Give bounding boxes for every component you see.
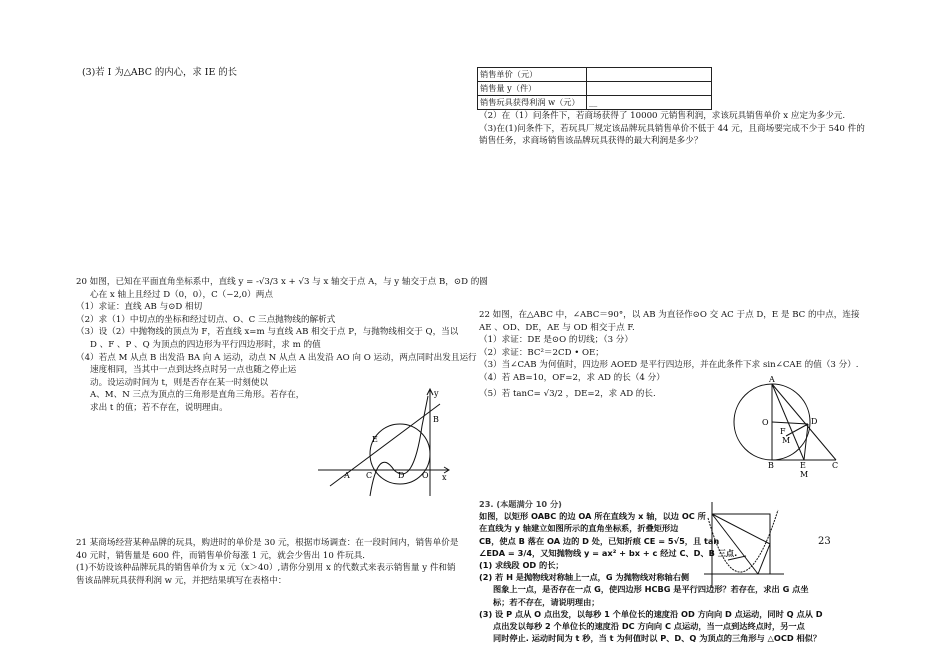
q23-line: (3) 设 P 点从 O 点出发，以每秒 1 个单位长的速度沿 OD 方向向 D 点运动，同时 Q 点从 D [479, 608, 823, 619]
fig20-D: D [398, 471, 405, 480]
fig20-E: E [372, 435, 378, 444]
fig20-y: y [434, 389, 439, 398]
page-number: 23 [818, 536, 831, 547]
fig22-M: M [782, 436, 791, 445]
table-cell-value [587, 68, 712, 82]
fig20-O: O [422, 471, 429, 480]
q22-line: （5）若 tanC= √3/2 ，DE=2，求 AD 的长. [479, 388, 656, 399]
q20-figure [318, 386, 450, 498]
q23-line: 如图，以矩形 OABC 的边 OA 所在直线为 x 轴，以边 OC 所 [479, 511, 706, 522]
q19-part3-text: (3)若 I 为△ABC 的内心，求 IE 的长 [82, 67, 238, 78]
fig22-E: E [800, 461, 806, 470]
q20-line: 20 如图，已知在平面直角坐标系中，直线 y = -√3/3 x + √3 与 x 轴交于点 A，与 y 轴交于点 B，⊙D 的圆 [76, 277, 488, 287]
q23-line: ∠EDA = 3/4，又知抛物线 y = ax² + bx + c 经过 C、D、B 三点. [479, 547, 738, 558]
question-21 [76, 537, 458, 587]
q22-line: （3）当∠CAB 为何值时，四边形 AOED 是平行四边形，并在此条件下求 sin∠CAE 的值（3 分）. [479, 360, 859, 371]
q22-figure [728, 374, 844, 478]
q21-line: 21 某商场经营某种品牌的玩具，购进时的单价是 30 元，根据市场调查：在一段时间内，销售单价是 [76, 538, 459, 548]
q23-figure [700, 500, 786, 590]
q20-line: D 、F 、P 、Q 为顶点的四边形为平行四边形时，求 m 的值 [90, 339, 321, 350]
q21-line: 售该品牌玩具获得利润 w 元，并把结果填写在表格中： [76, 575, 287, 586]
q21-rest-line: （2）在（1）问条件下，若商场获得了 10000 元销售利润，求该玩具销售单价 x 应定为多少元. [479, 111, 846, 121]
q20-line: 求出 t 的值；若不存在，说明理由。 [90, 402, 228, 413]
q20-line: 动。设运动时间为 t，则是否存在某一时刻使以 [90, 377, 269, 388]
q20-line: 速度相同，当其中一点到达终点时另一点也随之停止运 [90, 365, 297, 376]
table-row [478, 68, 712, 82]
q20-line: （4）若点 M 从点 B 出发沿 BA 向 A 运动，动点 N 从点 A 出发沿 AO 向 O 运动，两点同时出发且运行 [76, 352, 477, 363]
q22-line: AE 、OD、DE，AE 与 OD 相交于点 F. [479, 322, 635, 333]
fig22-B: B [768, 461, 774, 470]
table-cell-label: 销售量 y（件） [478, 82, 587, 96]
q21-rest-line: （3)在(1)问条件下，若玩具厂规定该品牌玩具销售单价不低于 44 元，且商场要完成不少于 540 件的 [479, 123, 865, 134]
fig22-D: D [811, 417, 818, 426]
fig22-C: C [832, 461, 839, 470]
q23-line: 点出发以每秒 2 个单位长的速度沿 DC 方向向 C 点运动，当一点到达终点时，另一点 [493, 621, 805, 632]
q23-line: (2) 若 H 是抛物线对称轴上一点，G 为抛物线对称轴右侧 [479, 572, 690, 583]
sales-table [477, 67, 712, 110]
q22-line: （4）若 AB=10，OF=2，求 AD 的长（4 分） [479, 372, 665, 383]
fig22-A: A [769, 375, 775, 384]
table-row [478, 82, 712, 96]
q23-line: 图象上一点，是否存在一点 G，使四边形 HCBG 是平行四边形？若存在，求出 G 点坐 [493, 584, 809, 595]
q20-line: （1）求证：直线 AB 与⊙D 相切 [76, 302, 203, 313]
fig20-B: B [433, 415, 439, 424]
q21-line: 40 元时，销售量是 600 件，而销售单价每涨 1 元，就会少售出 10 件玩具． [76, 550, 371, 561]
q21-continued [479, 110, 865, 148]
q22-line: （2）求证：BC²＝2CD • OE； [479, 347, 604, 358]
fig20-x: x [442, 473, 447, 482]
q22-line: （1）求证：DE 是⊙O 的切线；（3 分） [479, 335, 633, 346]
q21-rest-line: 销售任务，求商场销售该品牌玩具获得的最大利润是多少？ [479, 136, 703, 147]
q21-line: (1)不妨设该种品牌玩具的销售单价为 x 元（x＞40）,请你分别用 x 的代数式来表示销售量 y 件和销 [76, 563, 456, 574]
table-cell-value [587, 82, 712, 96]
fig22-F: F [780, 427, 786, 436]
q23-line: (1) 求线段 OD 的长； [479, 560, 564, 571]
q20-line: （2）求（1）中切点的坐标和经过切点、O、C 三点抛物线的解析式 [76, 314, 336, 325]
q19-part3 [82, 67, 237, 80]
q20-line: A、M、N 三点为顶点的三角形是直角三角形。若存在， [90, 390, 305, 401]
fig22-M2: M [800, 470, 809, 478]
q23-line: 在直线为 y 轴建立如图所示的直角坐标系，折叠矩形边 [479, 523, 679, 534]
q23-line: 标；若不存在，请说明理由； [493, 596, 600, 607]
q23-line: 同时停止. 运动时间为 t 秒，当 t 为何值时以 P、D、Q 为顶点的三角形与 △OCD 相似？ [493, 633, 822, 644]
q22-line: 22 如图，在△ABC 中，∠ABC＝90°，以 AB 为直径作⊙O 交 AC 于点 D，E 是 BC 的中点，连接 [479, 310, 860, 320]
q23-line: CB，使点 B 落在 OA 边的 D 处，已知折痕 CE = 5√5，且 tan [479, 535, 720, 546]
q20-line: （3）设（2）中抛物线的顶点为 F，若直线 x=m 与直线 AB 相交于点 P，与抛物线相交于 Q，当以 [76, 327, 459, 338]
q20-line: 心在 x 轴上且经过 D（0，0），C（−2,0）两点 [90, 289, 273, 300]
table-row [478, 96, 712, 110]
fig20-A: A [344, 471, 350, 480]
table-cell-label: 销售单价（元） [478, 68, 587, 82]
fig22-O: O [762, 418, 769, 427]
q23-header: 23. (本题满分 10 分) [479, 499, 562, 509]
fig20-C: C [366, 471, 373, 480]
table-cell-label: 销售玩具获得利润 w（元） [478, 96, 587, 110]
table-cell-value: __ [587, 96, 712, 110]
